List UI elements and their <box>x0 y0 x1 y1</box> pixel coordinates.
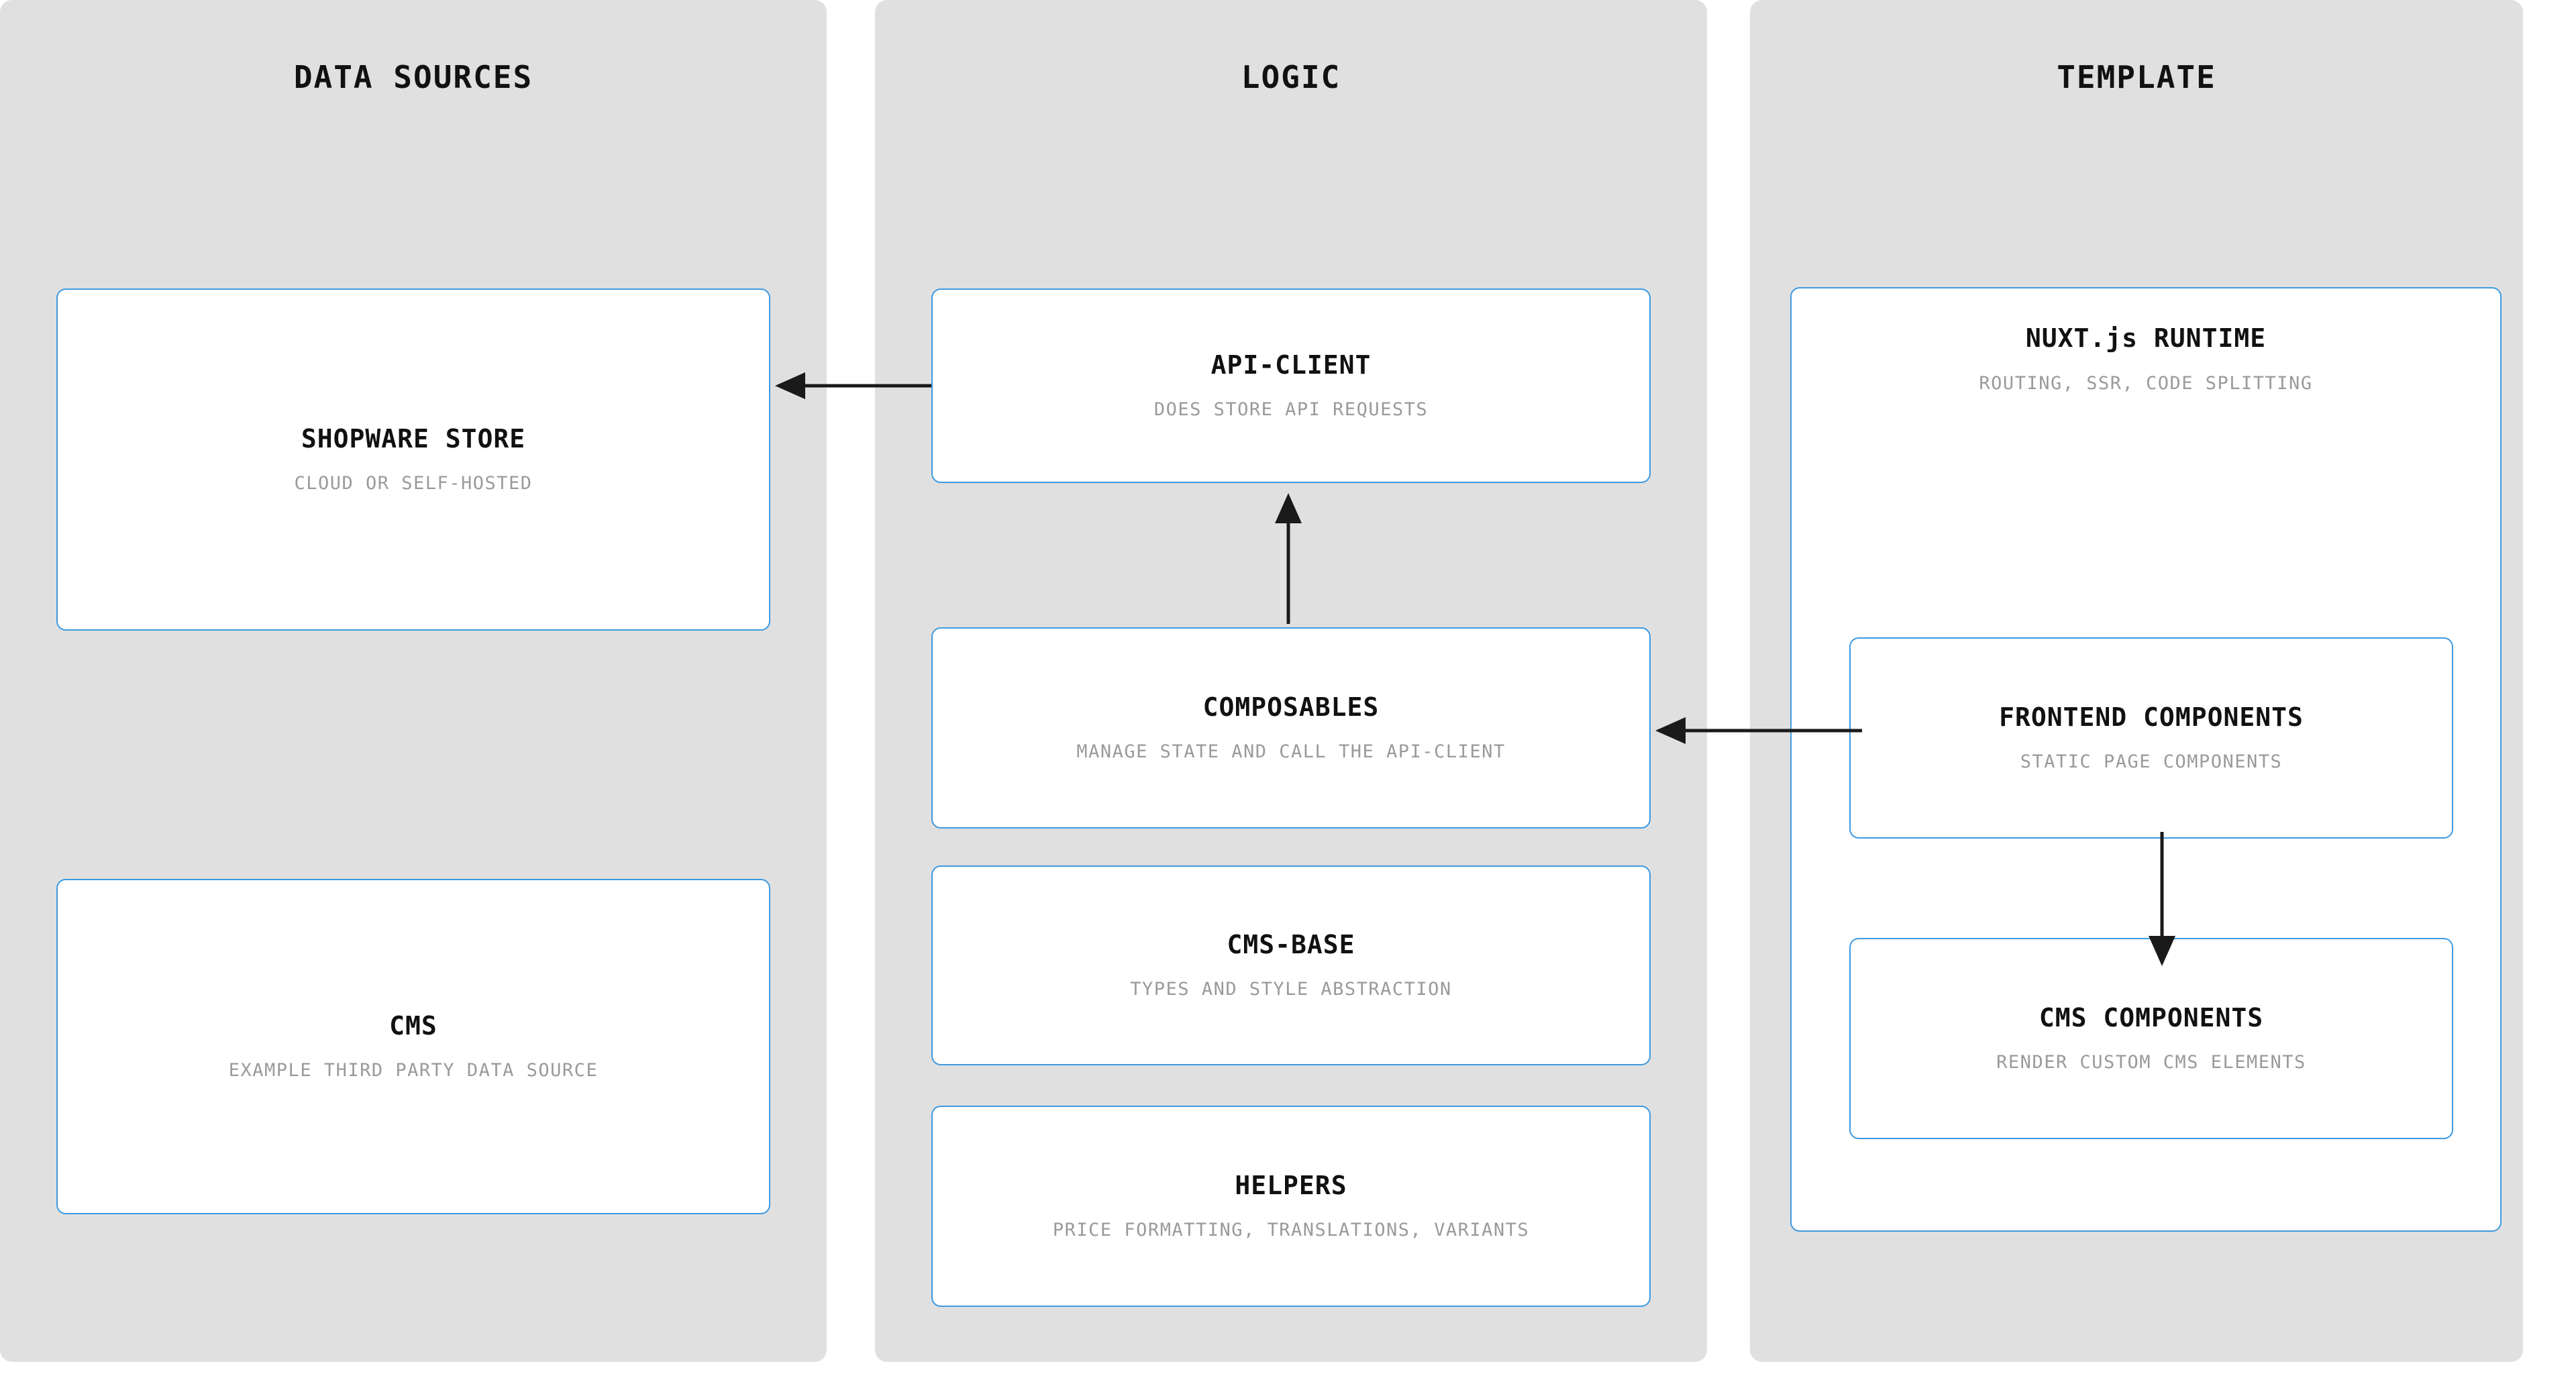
card-subtitle: ROUTING, SSR, CODE SPLITTING <box>1979 373 2313 394</box>
column-title-logic: LOGIC <box>1241 59 1341 95</box>
column-title-template: TEMPLATE <box>2057 59 2216 95</box>
column-logic <box>875 0 1707 1362</box>
card-subtitle: RENDER CUSTOM CMS ELEMENTS <box>1996 1051 2306 1073</box>
card-title: CMS <box>389 1010 437 1041</box>
card-subtitle: MANAGE STATE AND CALL THE API-CLIENT <box>1076 741 1506 762</box>
card-title: SHOPWARE STORE <box>301 423 526 454</box>
card-frontend-components[interactable] <box>1849 637 2453 839</box>
card-subtitle: STATIC PAGE COMPONENTS <box>2020 751 2283 772</box>
card-title: API-CLIENT <box>1210 350 1372 380</box>
card-subtitle: DOES STORE API REQUESTS <box>1153 399 1429 420</box>
card-composables[interactable] <box>931 627 1651 829</box>
card-subtitle: EXAMPLE THIRD PARTY DATA SOURCE <box>228 1059 599 1081</box>
card-title: COMPOSABLES <box>1202 692 1380 722</box>
card-title: NUXT.js RUNTIME <box>2025 323 2267 353</box>
card-api-client[interactable] <box>931 288 1651 483</box>
card-title: CMS-BASE <box>1227 929 1355 959</box>
card-cms-base[interactable] <box>931 865 1651 1065</box>
column-template <box>1750 0 2523 1362</box>
column-title-data-sources: DATA SOURCES <box>293 59 533 95</box>
card-title: FRONTEND COMPONENTS <box>1999 702 2304 732</box>
card-cms-components[interactable] <box>1849 938 2453 1139</box>
card-title: CMS COMPONENTS <box>2039 1002 2264 1032</box>
card-subtitle: CLOUD OR SELF-HOSTED <box>294 472 533 494</box>
card-subtitle: TYPES AND STYLE ABSTRACTION <box>1130 978 1452 1000</box>
card-title: HELPERS <box>1235 1170 1347 1200</box>
card-helpers[interactable] <box>931 1106 1651 1307</box>
card-subtitle: PRICE FORMATTING, TRANSLATIONS, VARIANTS <box>1052 1219 1530 1240</box>
column-data-sources <box>0 0 827 1362</box>
card-shopware-store[interactable] <box>56 288 770 631</box>
card-cms[interactable] <box>56 879 770 1214</box>
card-nuxt-runtime[interactable] <box>1790 287 2502 1232</box>
